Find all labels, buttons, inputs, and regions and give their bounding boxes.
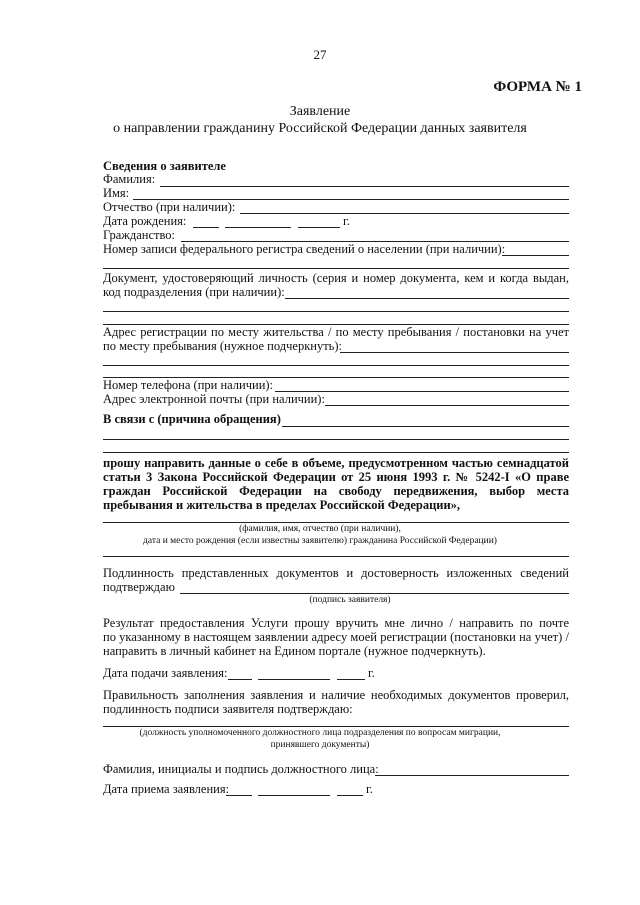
caption-official-2: принявшего документы) xyxy=(270,740,370,750)
acceptance-day-line[interactable] xyxy=(226,795,252,796)
birth-month-line[interactable] xyxy=(225,227,291,228)
birth-date-label: Дата рождения: xyxy=(103,214,187,228)
form-title: Заявление xyxy=(289,104,351,119)
registry-record-label: Номер записи федерального регистра сведений о населении (при наличии): xyxy=(103,242,506,256)
surname-label: Фамилия: xyxy=(103,172,156,186)
official-name-label: Фамилия, инициалы и подпись должностного лица: xyxy=(103,762,379,776)
surname-line[interactable] xyxy=(160,186,569,187)
request-text-4: пребывания и жительства в пределах Российской Федерации», xyxy=(103,498,461,512)
acceptance-date-label: Дата приема заявления: xyxy=(103,782,230,796)
reason-line-1[interactable] xyxy=(282,426,569,427)
identity-document-line-1[interactable] xyxy=(285,298,569,299)
request-text-3: граждан Российской Федерации на свободу передвижения, выбор места xyxy=(103,484,569,498)
request-text-1: прошу направить данные о себе в объеме, предусмотренном частью семнадцатой xyxy=(103,456,569,470)
check-text-2: подлинность подписи заявителя подтверждаю: xyxy=(103,702,353,716)
submission-month-line[interactable] xyxy=(258,679,330,680)
acceptance-year-line[interactable] xyxy=(337,795,363,796)
patronymic-label: Отчество (при наличии): xyxy=(103,200,236,214)
request-text-2: статьи 3 Закона Российской Федерации от 25 июня 1993 г. № 5242-I «О праве xyxy=(103,470,569,484)
email-label: Адрес электронной почты (при наличии): xyxy=(103,392,325,406)
name-label: Имя: xyxy=(103,186,130,200)
birth-day-line[interactable] xyxy=(193,227,219,228)
authenticity-text-2: подтверждаю xyxy=(103,580,175,594)
reason-line-3[interactable] xyxy=(103,452,569,453)
submission-day-line[interactable] xyxy=(228,679,252,680)
address-line-2[interactable] xyxy=(103,365,569,366)
birth-year-line[interactable] xyxy=(298,227,340,228)
caption-birth: дата и место рождения (если известны заявителю) гражданина Российской Федерации) xyxy=(143,536,497,546)
address-text-2: по месту пребывания (нужное подчеркнуть): xyxy=(103,339,343,353)
official-name-line[interactable] xyxy=(375,775,569,776)
identity-document-text-2: код подразделения (при наличии): xyxy=(103,285,285,299)
section-applicant-heading: Сведения о заявителе xyxy=(103,159,226,173)
address-line-1[interactable] xyxy=(340,352,569,353)
caption-fio: (фамилия, имя, отчество (при наличии), xyxy=(239,524,401,534)
check-text-1: Правильность заполнения заявления и наличие необходимых документов проверил, xyxy=(103,688,569,702)
email-line[interactable] xyxy=(325,405,569,406)
official-position-line[interactable] xyxy=(103,726,569,727)
identity-document-text-1: Документ, удостоверяющий личность (серия и номер документа, кем и когда выдан, xyxy=(103,271,569,285)
submission-year-line[interactable] xyxy=(337,679,365,680)
registry-record-line-2[interactable] xyxy=(103,268,569,269)
citizen-details-line[interactable] xyxy=(103,556,569,557)
form-subtitle: о направлении гражданину Российской Федерации данных заявителя xyxy=(113,121,527,136)
acceptance-year-suffix: г. xyxy=(366,782,373,796)
patronymic-line[interactable] xyxy=(240,213,569,214)
authenticity-text-1: Подлинность представленных документов и достоверность изложенных сведений xyxy=(103,566,569,580)
result-text-2: по указанному в настоящем заявлении адресу моей регистрации (постановки на учет) / xyxy=(103,630,569,644)
submission-date-label: Дата подачи заявления: xyxy=(103,666,228,680)
phone-label: Номер телефона (при наличии): xyxy=(103,378,274,392)
submission-year-suffix: г. xyxy=(368,666,375,680)
acceptance-month-line[interactable] xyxy=(258,795,330,796)
registry-record-line[interactable] xyxy=(502,255,569,256)
applicant-signature-line[interactable] xyxy=(180,593,569,594)
caption-official-1: (должность уполномоченного должностного лица подразделения по вопросам миграции, xyxy=(139,728,501,738)
citizen-fio-line[interactable] xyxy=(103,522,569,523)
caption-signature: (подпись заявителя) xyxy=(309,595,391,605)
page-number: 27 xyxy=(313,47,327,62)
identity-document-line-2[interactable] xyxy=(103,311,569,312)
reason-line-2[interactable] xyxy=(103,439,569,440)
reason-label: В связи с (причина обращения) xyxy=(103,412,281,426)
citizenship-label: Гражданство: xyxy=(103,228,176,242)
form-number: ФОРМА № 1 xyxy=(493,79,582,95)
birth-year-suffix: г. xyxy=(343,214,350,228)
result-text-1: Результат предоставления Услуги прошу вручить мне лично / направить по почте xyxy=(103,616,569,630)
address-text-1: Адрес регистрации по месту жительства / по месту пребывания / постановки на учет xyxy=(103,325,569,339)
result-text-3: направить в личный кабинет на Едином портале (нужное подчеркнуть). xyxy=(103,644,486,658)
